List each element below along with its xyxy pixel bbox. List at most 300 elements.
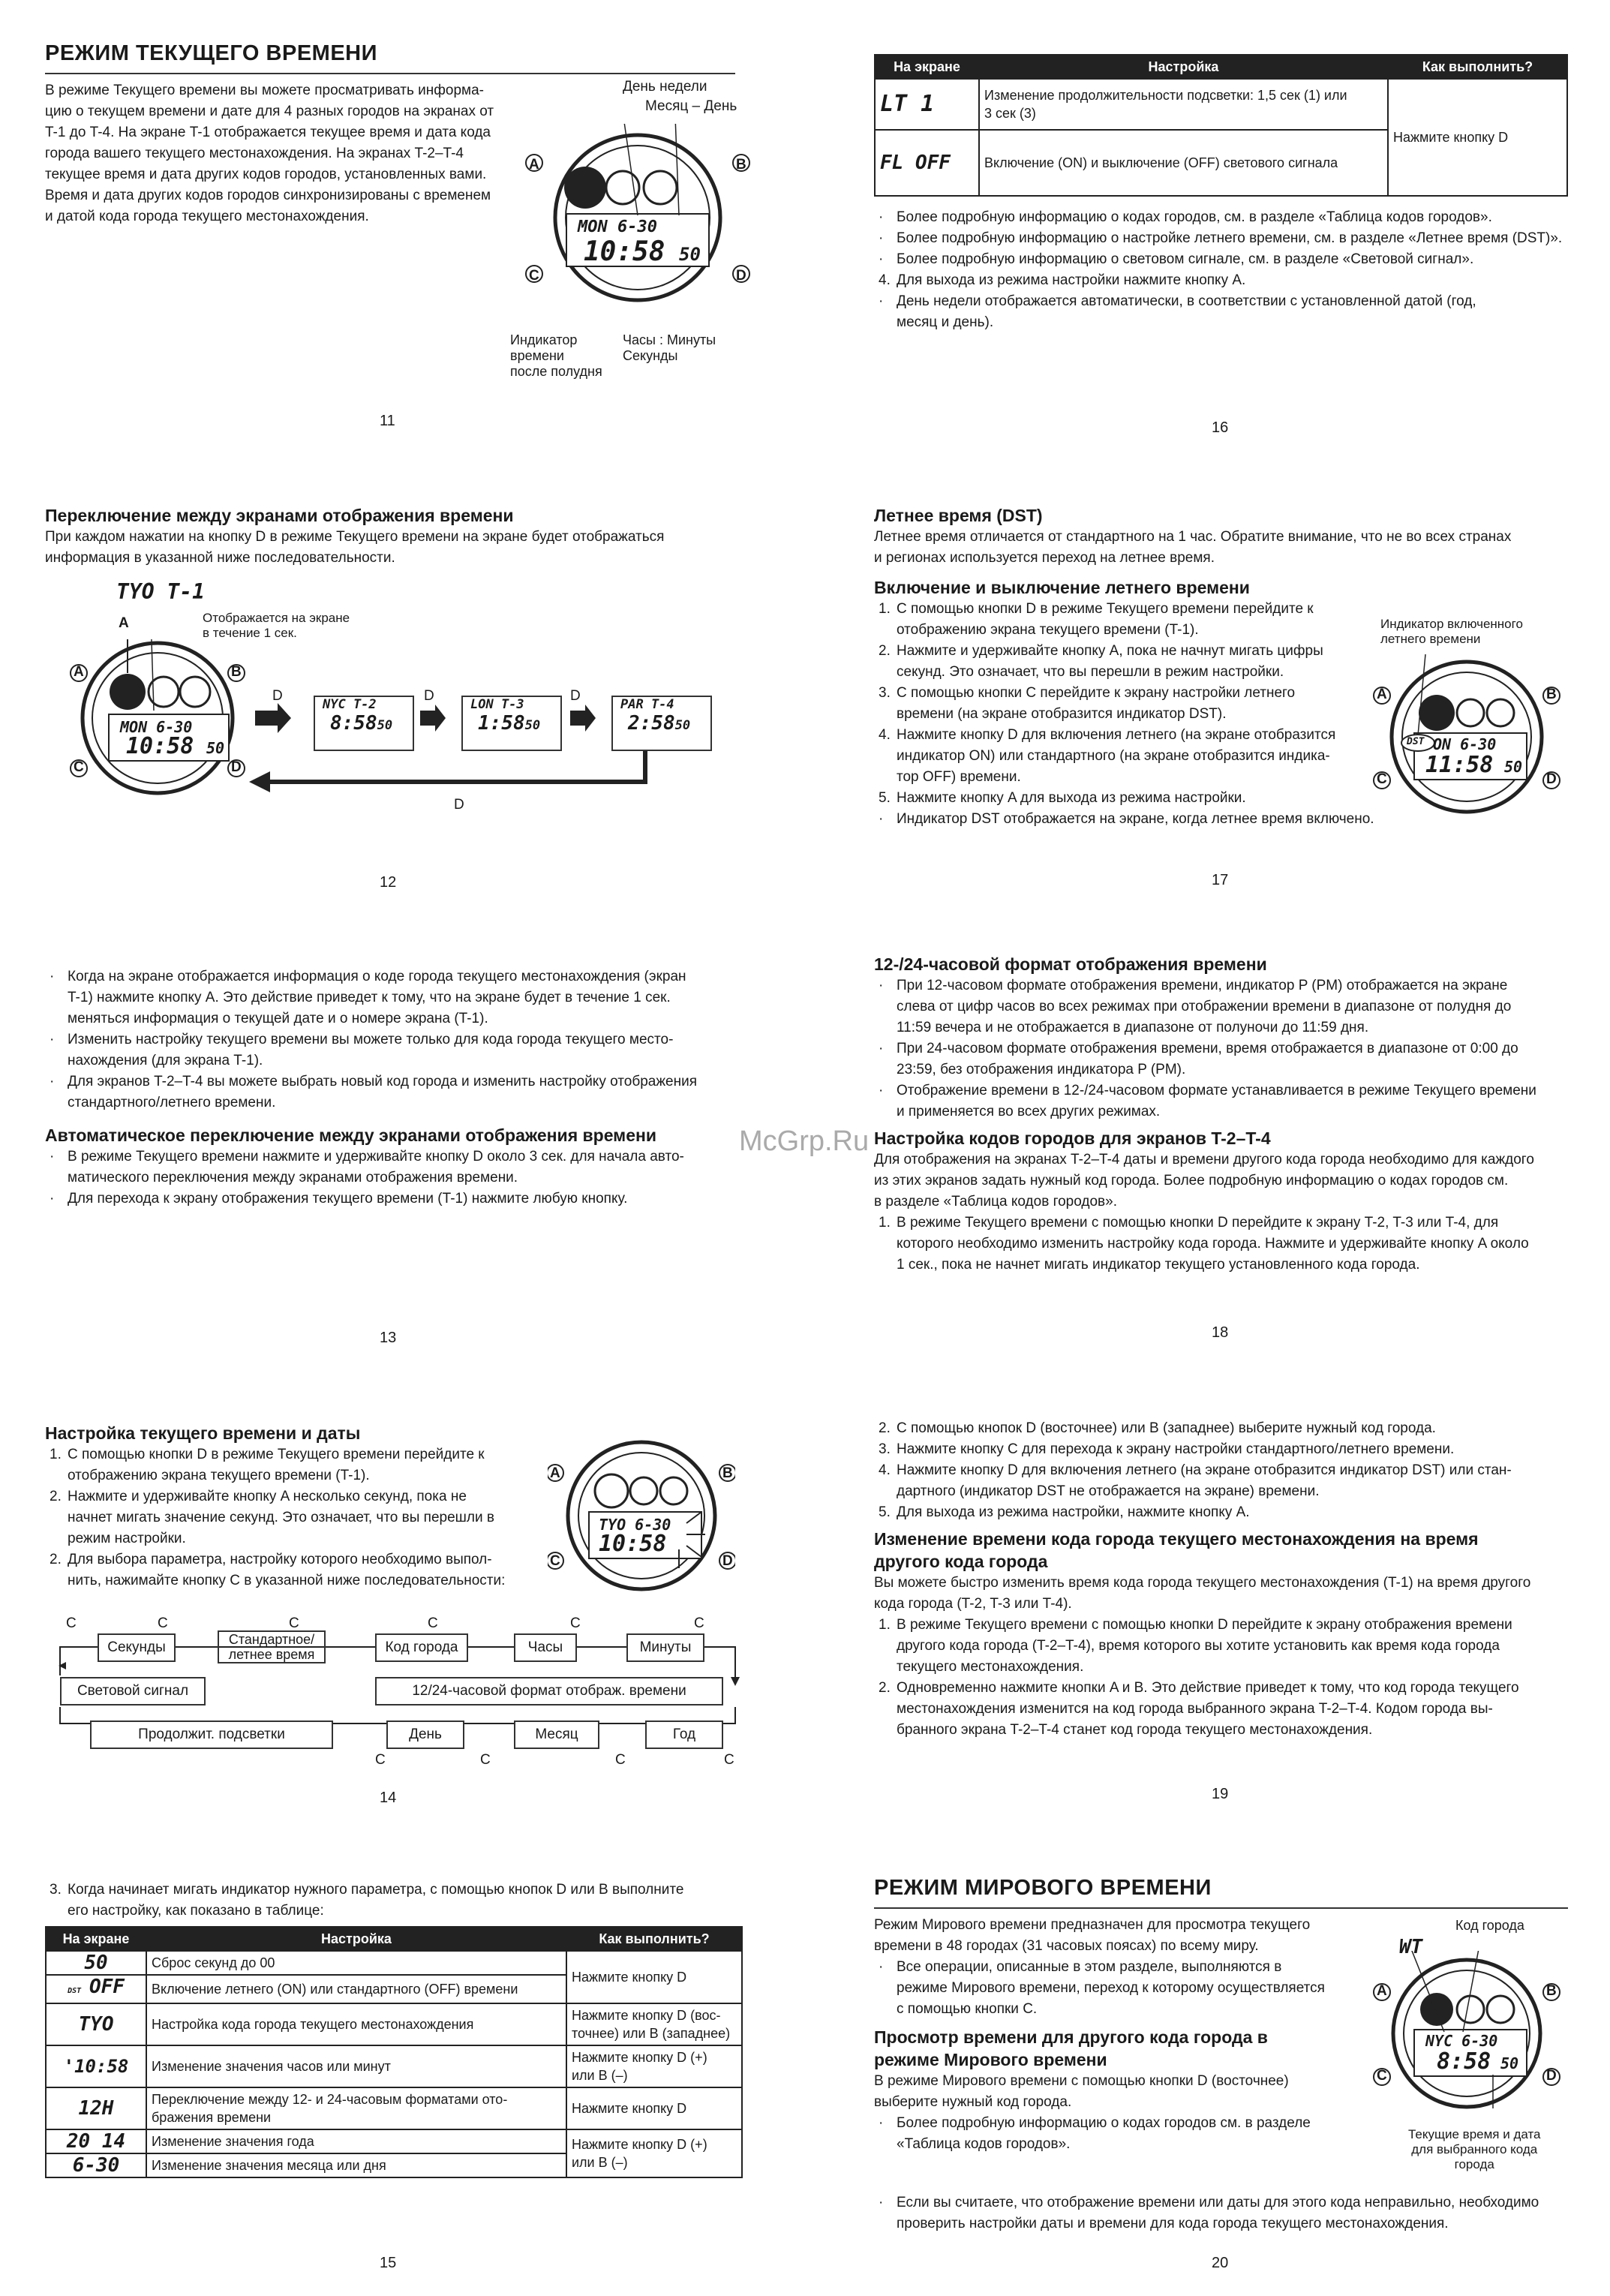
flow-day: День <box>386 1720 464 1749</box>
section-title <box>874 1528 1568 1573</box>
marker: · <box>879 1959 884 1975</box>
page-number: 17 <box>1212 872 1229 888</box>
lcd-wt: WT <box>1399 1936 1423 1958</box>
marker: 2. <box>879 643 891 659</box>
text-line: города вашего текущего местонахождения. На экранах T-2–T-4 <box>45 146 464 161</box>
page-17 <box>874 504 1568 894</box>
marker: · <box>879 2195 884 2210</box>
screen-sec: 50 <box>524 718 541 733</box>
step <box>874 1678 1568 1741</box>
setting-cell <box>979 79 1388 130</box>
marker: 2. <box>50 1552 62 1567</box>
note-text: T-1) нажмите кнопку A. Это действие приведет к тому, что на экране будет в течение 1 сек. <box>68 990 671 1005</box>
d-label: D <box>570 688 581 704</box>
text-line: В режиме Мирового времени с помощью кнопки D (восточнее) <box>874 2073 1289 2089</box>
cell-line: Нажмите кнопку D (+) <box>572 2050 707 2065</box>
label-time <box>623 332 716 364</box>
cell-line: 3 сек (3) <box>984 106 1036 121</box>
note-text: Изменить настройку текущего времени вы можете только для кода города текущего место- <box>68 1032 674 1047</box>
note-text: месяц и день). <box>897 314 994 330</box>
note <box>874 975 1568 1038</box>
d-label: D <box>272 688 283 704</box>
lcd-cell: 50 <box>46 1951 146 1975</box>
note-text: Отображение времени в 12-/24-часовом формате устанавливается в режиме Текущего времени <box>897 1083 1536 1098</box>
flow-light: Продолжит. подсветки <box>90 1720 333 1749</box>
marker: · <box>879 978 884 993</box>
text-line: T-1 до T-4. На экране T-1 отображается текущее время и дата кода <box>45 125 491 140</box>
flow-dst <box>218 1630 326 1663</box>
lcd-main: 10:58 <box>584 236 665 267</box>
note-text: При 24-часовом формате отображения времени, время отображается в диапазоне от 0:00 до <box>897 1041 1518 1056</box>
marker: · <box>50 1149 55 1165</box>
settings-table <box>45 1926 743 2178</box>
note <box>874 270 1568 291</box>
watch-diagram <box>510 79 780 394</box>
screen-main: 1:58 <box>478 712 525 735</box>
setting-cell: Включение (ON) и выключение (OFF) светового сигнала <box>979 130 1388 196</box>
col-header: На экране <box>46 1927 146 1951</box>
note-text: меняться информация о текущей дате и о номере экрана (T-1). <box>68 1011 488 1026</box>
section-title: Настройка кодов городов для экранов T-2–T-4 <box>874 1128 1271 1148</box>
steps <box>874 599 1354 809</box>
button-c-label: C <box>1377 2068 1387 2084</box>
text-line: из этих экранов задать нужный код города. Более подробную информацию о кодах городов см. <box>874 1173 1509 1189</box>
how-cell <box>566 2045 742 2087</box>
step-text: Нажмите и удерживайте кнопку A, пока не начнут мигать цифры <box>897 643 1323 659</box>
note <box>874 249 1568 270</box>
how-cell: Нажмите кнопку D <box>566 2087 742 2129</box>
step <box>874 683 1354 725</box>
screen-main: 2:58 <box>628 712 675 735</box>
note <box>874 1957 1362 2020</box>
button-a-label: A <box>119 615 129 631</box>
step-text: Нажмите кнопку D для включения летнего (на экране отобразится <box>897 727 1336 743</box>
note <box>874 1080 1568 1122</box>
label-weekday: День недели <box>623 79 707 95</box>
title-line: Изменение времени кода города текущего местонахождения на время <box>874 1529 1479 1549</box>
lcd-dst: DST <box>1407 736 1425 747</box>
text-line: Летнее время отличается от стандартного на 1 час. Обратите внимание, что не во всех странах <box>874 529 1512 545</box>
cell-line: Переключение между 12- и 24-часовым форматами ото- <box>152 2092 508 2107</box>
button-a-label: A <box>1377 687 1387 702</box>
marker: 4. <box>879 1462 891 1478</box>
note-text: Более подробную информацию о кодах городов см. в разделе <box>897 2115 1311 2131</box>
text-line: и датой кода города текущего местонахождения. <box>45 209 369 224</box>
screen-top: NYC T-2 <box>323 697 377 712</box>
box-line: Стандартное/ <box>228 1632 315 1647</box>
c-label: C <box>375 1752 386 1768</box>
lcd-main: 11:58 <box>1425 752 1494 778</box>
c-label: C <box>724 1752 734 1768</box>
setting-cell: Включение летнего (ON) или стандартного (OFF) времени <box>146 1975 566 2003</box>
text-line: текущее время и дата других кодов городов, установленных вами. <box>45 167 487 182</box>
marker: 1. <box>879 1617 891 1633</box>
notes <box>874 207 1568 333</box>
lcd-seconds: 50 <box>206 739 225 757</box>
marker: · <box>879 1041 884 1056</box>
marker: · <box>50 1191 55 1207</box>
setting-cell: Изменение значения месяца или дня <box>146 2153 566 2177</box>
d-label: D <box>454 797 464 813</box>
col-header: Как выполнить? <box>1388 55 1567 79</box>
marker: · <box>50 969 55 984</box>
screen-top: LON T-3 <box>470 697 524 712</box>
text-line: При каждом нажатии на кнопку D в режиме Текущего времени на экране будет отображаться <box>45 529 665 545</box>
label-line: города <box>1454 2157 1494 2171</box>
lcd-cell: 12H <box>46 2087 146 2129</box>
col-header: Настройка <box>146 1927 566 1951</box>
lcd-cell: 20 14 <box>46 2129 146 2153</box>
note-text: режиме Мирового времени, переход к которому осуществляется <box>897 1980 1325 1996</box>
note-text: Все операции, описанные в этом разделе, выполняются в <box>897 1959 1282 1975</box>
step-text: Для выхода из режима настройки, нажмите кнопку A. <box>897 1504 1250 1520</box>
marker: · <box>879 230 884 246</box>
text-line: выберите нужный код города. <box>874 2094 1072 2110</box>
button-b-label: B <box>1546 687 1557 702</box>
button-a-label: A <box>74 664 84 680</box>
c-label: C <box>428 1615 438 1631</box>
step-text: бранного экрана T-2–T-4 станет код города текущего местонахождения. <box>897 1722 1373 1738</box>
page-14 <box>45 1422 743 1827</box>
screen-t2 <box>314 696 414 751</box>
how-cell: Нажмите кнопку D <box>1388 79 1567 196</box>
page-title: РЕЖИМ ТЕКУЩЕГО ВРЕМЕНИ <box>45 41 377 65</box>
box-line: летнее время <box>228 1647 315 1662</box>
button-d-label: D <box>1546 2068 1557 2084</box>
col-header: Как выполнить? <box>566 1927 742 1951</box>
flow-minutes: Минуты <box>626 1633 704 1662</box>
note-text: Для перехода к экрану отображения текущего времени (T-1) нажмите любую кнопку. <box>68 1191 628 1207</box>
marker: 2. <box>879 1680 891 1696</box>
button-b-label: B <box>722 1465 733 1481</box>
lcd-seconds: 50 <box>1504 758 1523 776</box>
marker: 2. <box>879 1420 891 1436</box>
step-text: индикатор ON) или стандартного (на экране отобразится индика- <box>897 748 1330 764</box>
cell-line: Изменение продолжительности подсветки: 1,5 сек (1) или <box>984 88 1347 103</box>
button-c-label: C <box>550 1553 560 1569</box>
note-text: Когда на экране отображается информация о коде города текущего местонахождения (экран <box>68 969 686 984</box>
page-number: 13 <box>380 1330 397 1346</box>
lcd-top: MON 6-30 <box>120 718 193 736</box>
marker: 4. <box>879 727 891 743</box>
note-text: слева от цифр часов во всех режимах при отображении времени в диапазоне от полудня до <box>897 999 1512 1014</box>
lcd-main: 10:58 <box>599 1531 667 1557</box>
dst-indicator-label <box>1380 617 1523 647</box>
setting-cell: Настройка кода города текущего местонахождения <box>146 2003 566 2045</box>
step <box>874 1418 1568 1439</box>
step-text: С помощью кнопки D в режиме Текущего времени перейдите к <box>897 601 1314 617</box>
step <box>45 1880 743 1922</box>
text-line: Время и дата других кодов городов синхронизированы с временем <box>45 188 491 203</box>
label-line: Индикатор включенного <box>1380 617 1523 631</box>
note-1sec <box>203 611 350 641</box>
label-line: времени <box>510 348 564 363</box>
d-label: D <box>424 688 434 704</box>
section-title: Летнее время (DST) <box>874 506 1043 525</box>
page-number: 19 <box>1212 1786 1229 1802</box>
how-cell <box>566 2129 742 2177</box>
button-c-label: C <box>1377 771 1387 787</box>
setting-cell: Сброс секунд до 00 <box>146 1951 566 1975</box>
page-number: 12 <box>380 874 397 891</box>
note-text: День недели отображается автоматически, в соответствии с установленной датой (год, <box>897 293 1476 309</box>
marker: 2. <box>50 1489 62 1504</box>
step <box>874 1615 1568 1678</box>
col-header: Настройка <box>979 55 1388 79</box>
marker: · <box>879 209 884 225</box>
text-line: информация в указанной ниже последовательности. <box>45 550 395 566</box>
c-label: C <box>480 1752 491 1768</box>
flow-city: Код города <box>375 1633 468 1662</box>
note <box>874 207 1568 228</box>
screen-main: 8:58 <box>330 712 377 735</box>
c-label: C <box>66 1615 77 1631</box>
note-text: 11:59 вечера и не отображается в диапазоне от полуночи до 11:59 дня. <box>897 1020 1369 1035</box>
note-text: и применяется во всех других режимах. <box>897 1104 1161 1119</box>
c-label: C <box>158 1615 168 1631</box>
marker: · <box>879 251 884 267</box>
lcd-top: NYC 6-30 <box>1425 2032 1498 2050</box>
page-20 <box>874 1876 1568 2281</box>
button-c-label: C <box>529 268 539 284</box>
button-b-label: B <box>1546 1983 1557 1999</box>
c-label: C <box>694 1615 704 1631</box>
label-line: Секунды <box>623 348 678 363</box>
step-text: С помощью кнопки C перейдите к экрану настройки летнего <box>897 685 1296 701</box>
step-text: С помощью кнопок D (восточнее) или B (западнее) выберите нужный код города. <box>897 1420 1436 1436</box>
button-d-label: D <box>736 268 746 284</box>
title-rule <box>45 73 735 74</box>
step-text: другого кода города (T-2–T-4), время которого вы хотите установить как время кода города <box>897 1638 1500 1654</box>
label-city-code: Код города <box>1455 1918 1524 1933</box>
note-line: Отображается на экране <box>203 611 350 625</box>
step <box>45 1486 525 1549</box>
cell-line: или B (–) <box>572 2068 628 2083</box>
screen-sec: 50 <box>377 718 393 733</box>
text-line: в разделе «Таблица кодов городов». <box>874 1194 1117 1210</box>
label-month-day: Месяц – День <box>645 98 737 114</box>
note <box>45 1189 743 1210</box>
cell-line: бражения времени <box>152 2110 272 2125</box>
text-line: Вы можете быстро изменить время кода города текущего местонахождения (T-1) на время другого <box>874 1575 1531 1591</box>
step-text: дартного (индикатор DST не отображается на экране) времени. <box>897 1483 1320 1499</box>
title-line: Просмотр времени для другого кода города в <box>874 2027 1268 2047</box>
note <box>45 1146 743 1189</box>
flow-year: Год <box>645 1720 723 1749</box>
marker: 5. <box>879 790 891 806</box>
step-text: текущего местонахождения. <box>897 1659 1084 1675</box>
step-text: начнет мигать значение секунд. Это означает, что вы перешли в <box>68 1510 494 1525</box>
marker: 1. <box>50 1447 62 1462</box>
screen-top: PAR T-4 <box>620 697 674 712</box>
settings-table <box>874 54 1568 197</box>
marker: 1. <box>879 601 891 617</box>
step <box>45 1444 525 1486</box>
note-text: Для выхода из режима настройки нажмите кнопку A. <box>897 272 1246 288</box>
step <box>874 1439 1568 1460</box>
text-line: времени в 48 городах (31 часовых поясах) по всему миру. <box>874 1938 1259 1954</box>
section-title: Настройка текущего времени и даты <box>45 1423 361 1443</box>
how-cell: Нажмите кнопку D <box>566 1951 742 2003</box>
step-text: 1 сек., пока не начнет мигать индикатор текущего установленного кода города. <box>897 1257 1420 1273</box>
c-label: C <box>289 1615 299 1631</box>
step <box>874 788 1354 809</box>
cell-line: Нажмите кнопку D (+) <box>572 2137 707 2152</box>
note-text: Индикатор DST отображается на экране, когда летнее время включено. <box>897 811 1374 827</box>
note-text: стандартного/летнего времени. <box>68 1095 276 1110</box>
watermark: McGrp.Ru <box>739 1125 870 1157</box>
cell-line: точнее) или B (западнее) <box>572 2026 731 2041</box>
screen-t3 <box>461 696 562 751</box>
text-line: В режиме Текущего времени вы можете просматривать информа- <box>45 83 485 98</box>
note-text: Для экранов T-2–T-4 вы можете выбрать новый код города и изменить настройку отображения <box>68 1074 698 1089</box>
marker: 1. <box>879 1215 891 1231</box>
lcd-tyo: TYO T-1 <box>116 579 206 604</box>
step-text: секунд. Это означает, что вы перешли в режим настройки. <box>897 664 1284 680</box>
step-text: Нажмите кнопку A для выхода из режима настройки. <box>897 790 1246 806</box>
note-text: проверить настройки даты и времени для кода города текущего местонахождения. <box>897 2216 1449 2231</box>
step-text: Когда начинает мигать индикатор нужного параметра, с помощью кнопок D или B выполните <box>68 1882 684 1898</box>
button-a-label: A <box>529 157 539 173</box>
setting-cell: Изменение значения года <box>146 2129 566 2153</box>
note <box>45 966 743 1029</box>
step-text: режим настройки. <box>68 1531 186 1546</box>
lcd-top: TYO 6-30 <box>599 1516 671 1534</box>
lcd-seconds: 50 <box>1500 2054 1519 2072</box>
page-number: 14 <box>380 1790 397 1806</box>
label-line: Текущие время и дата <box>1408 2127 1541 2141</box>
page-number: 15 <box>380 2255 397 2271</box>
lcd-cell: '10:58 <box>46 2045 146 2087</box>
note <box>874 2113 1362 2155</box>
label-line: Часы : Минуты <box>623 332 716 347</box>
flow-hour: Часы <box>514 1633 577 1662</box>
step-text: тор OFF) времени. <box>897 769 1021 785</box>
page-19 <box>874 1418 1568 1823</box>
note-text: матического переключения между экранами отображения времени. <box>68 1170 518 1186</box>
section-title: Переключение между экранами отображения времени <box>45 506 514 525</box>
note <box>874 2192 1590 2234</box>
cell-line: Нажмите кнопку D (вос- <box>572 2008 721 2023</box>
label-line: летнего времени <box>1380 632 1481 646</box>
note-text: Более подробную информацию о кодах городов, см. в разделе «Таблица кодов городов». <box>897 209 1492 225</box>
marker: · <box>50 1032 55 1047</box>
note-text: 23:59, без отображения индикатора P (PM). <box>897 1062 1186 1077</box>
step <box>874 641 1354 683</box>
step-text: В режиме Текущего времени с помощью кнопки D перейдите к экрану T-2, T-3 или T-4, для <box>897 1215 1499 1231</box>
lcd-cell: LT 1 <box>875 79 979 130</box>
page-number: 18 <box>1212 1324 1229 1341</box>
step-text: С помощью кнопки D в режиме Текущего времени перейдите к <box>68 1447 485 1462</box>
text-line: Режим Мирового времени предназначен для просмотра текущего <box>874 1917 1311 1933</box>
marker: · <box>879 2115 884 2131</box>
flow-signal: Световой сигнал <box>60 1677 206 1705</box>
text-line: цию о текущем времени и дате для 4 разных городов на экранах от <box>45 104 494 119</box>
lcd-prefix: DST <box>68 1987 82 1995</box>
button-c-label: C <box>74 759 84 775</box>
sequence-arrows <box>248 669 743 834</box>
c-label: C <box>570 1615 581 1631</box>
step-text: Одновременно нажмите кнопки A и B. Это действие приведет к тому, что код города текущего <box>897 1680 1519 1696</box>
lcd-cell: TYO <box>46 2003 146 2045</box>
step-text: В режиме Текущего времени с помощью кнопки D перейдите к экрану отображения времени <box>897 1617 1512 1633</box>
flow-month: Месяц <box>514 1720 599 1749</box>
note-text: Более подробную информацию о настройке летнего времени, см. в разделе «Летнее время (DST)». <box>897 230 1563 246</box>
label-line: Индикатор <box>510 332 578 347</box>
page-number: 11 <box>380 413 395 429</box>
page-12 <box>45 504 743 894</box>
step-text: его настройку, как показано в таблице: <box>68 1903 324 1919</box>
lcd-cell <box>46 1975 146 2003</box>
label-current <box>1408 2127 1541 2172</box>
text-line: и регионах используется переход на летнее время. <box>874 550 1215 566</box>
marker: · <box>879 293 884 309</box>
note <box>874 1038 1568 1080</box>
how-cell <box>566 2003 742 2045</box>
text-line: Для отображения на экранах T-2–T-4 даты и времени другого кода города необходимо для каждого <box>874 1152 1534 1168</box>
lcd-value: OFF <box>89 1976 125 1998</box>
step-text: отображению экрана текущего времени (T-1). <box>68 1468 370 1483</box>
note <box>45 1029 743 1071</box>
step-text: Нажмите кнопку C для перехода к экрану настройки стандартного/летнего времени. <box>897 1441 1455 1457</box>
marker: 5. <box>879 1504 891 1520</box>
step-text: Для выбора параметра, настройку которого необходимо выпол- <box>68 1552 492 1567</box>
screen-sec: 50 <box>674 718 691 733</box>
marker: · <box>879 1083 884 1098</box>
button-d-label: D <box>1546 771 1557 787</box>
marker: 3. <box>879 1441 891 1457</box>
title-line: другого кода города <box>874 1552 1048 1571</box>
flow-format: 12/24-часовой формат отображ. времени <box>375 1677 723 1705</box>
note-text: При 12-часовом формате отображения времени, индикатор P (PM) отображается на экране <box>897 978 1508 993</box>
col-header: На экране <box>875 55 979 79</box>
section-title: 12-/24-часовой формат отображения времени <box>874 954 1267 974</box>
lcd-top: MON 6-30 <box>578 218 657 236</box>
step-text: Нажмите и удерживайте кнопку A несколько секунд, пока не <box>68 1489 467 1504</box>
section-title: Включение и выключение летнего времени <box>874 578 1250 597</box>
steps <box>45 1444 525 1591</box>
screen-t4 <box>611 696 712 751</box>
step-text: местонахождения изменится на код города выбранного экрана T-2–T-4. Кодом города вы- <box>897 1701 1493 1717</box>
note-text: Более подробную информацию о световом сигнале, см. в разделе «Световой сигнал». <box>897 251 1474 267</box>
page-16 <box>874 54 1568 444</box>
section-title: Автоматическое переключение между экранами отображения времени <box>45 1125 657 1145</box>
lcd-seconds: 50 <box>679 244 701 265</box>
section-title <box>874 2026 1362 2071</box>
text-line: кода города (T-2, T-3 или T-4). <box>874 1596 1072 1612</box>
note <box>874 228 1568 249</box>
intro <box>874 1915 1362 2155</box>
step-text: которого необходимо изменить настройку кода города. Нажмите и удерживайте кнопку A около <box>897 1236 1529 1252</box>
button-b-label: B <box>231 664 242 680</box>
page-13 <box>45 966 743 1357</box>
button-a-label: A <box>550 1465 560 1481</box>
lcd-top: ON 6-30 <box>1433 735 1497 753</box>
step <box>874 725 1354 788</box>
step-text: Нажмите кнопку D для включения летнего (на экране отобразится индикатор DST) или стан- <box>897 1462 1512 1478</box>
step <box>874 1460 1568 1502</box>
step <box>45 1549 525 1591</box>
step <box>874 599 1354 641</box>
note-text: «Таблица кодов городов». <box>897 2136 1071 2152</box>
button-d-label: D <box>722 1553 733 1569</box>
intro-text <box>45 80 525 227</box>
note <box>45 1071 743 1113</box>
page-18 <box>874 953 1568 1343</box>
page-title: РЕЖИМ МИРОВОГО ВРЕМЕНИ <box>874 1876 1212 1900</box>
marker: 4. <box>879 272 891 288</box>
button-b-label: B <box>736 157 746 173</box>
